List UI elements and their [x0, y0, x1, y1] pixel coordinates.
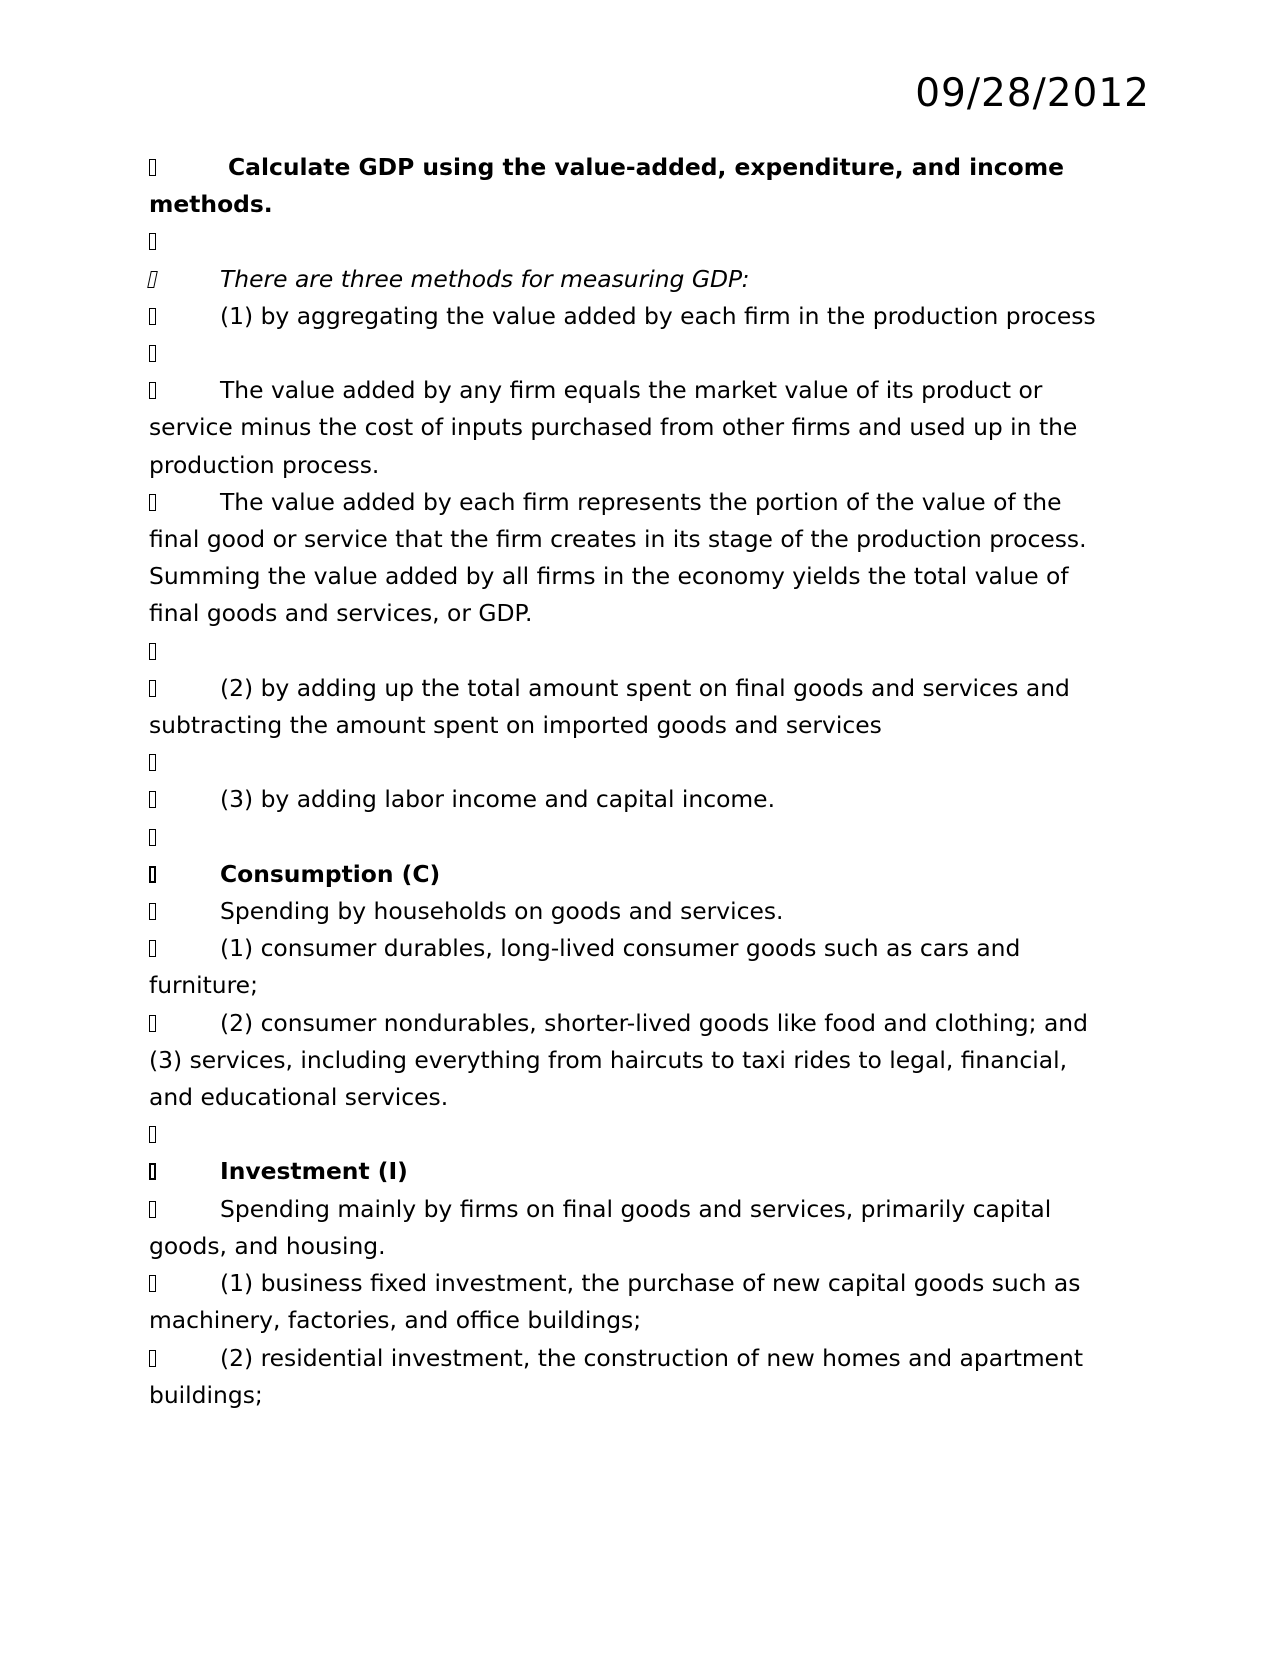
bullet-box-icon: [149, 345, 156, 362]
empty-bullet-line: [149, 223, 1109, 260]
list-item: [149, 1005, 1109, 1117]
empty-bullet-line: [149, 819, 1109, 856]
bullet-box-icon: [149, 643, 156, 660]
empty-bullet-line: [149, 633, 1109, 670]
list-item: [149, 298, 1109, 335]
list-item-text: (2) residential investment, the construction of new homes and apartment buildings;: [149, 1343, 1084, 1409]
list-item-text: Spending mainly by firms on final goods and services, primarily capital goods, and housing.: [149, 1194, 1052, 1260]
bullet-box-icon: [149, 308, 156, 325]
list-item-text: (1) consumer durables, long-lived consumer goods such as cars and furniture;: [149, 934, 1021, 1000]
bullet-box-icon: [149, 159, 156, 176]
list-item: [149, 893, 1109, 930]
list-item: [149, 1191, 1109, 1265]
bullet-box-icon: [149, 866, 156, 883]
list-item: [149, 484, 1109, 633]
bullet-box-icon: [149, 1350, 156, 1367]
empty-bullet-line: [149, 335, 1109, 372]
bullet-box-icon: [147, 271, 158, 288]
bullet-box-icon: [149, 754, 156, 771]
list-item-text: (1) business fixed investment, the purchase of new capital goods such as machinery, factories, and office buildings;: [149, 1269, 1081, 1335]
list-item: [149, 781, 1109, 818]
bullet-box-icon: [149, 903, 156, 920]
empty-bullet-line: [149, 1116, 1109, 1153]
list-item: [149, 261, 1109, 298]
heading-text: Calculate GDP using the value-added, expenditure, and income methods.: [149, 153, 1064, 219]
bullet-box-icon: [149, 233, 156, 250]
subsection-heading: [149, 1153, 1109, 1190]
bullet-box-icon: [149, 1163, 156, 1180]
bullet-box-icon: [149, 680, 156, 697]
bullet-box-icon: [149, 829, 156, 846]
list-item-text: There are three methods for measuring GDP:: [220, 264, 750, 293]
subsection-heading-text: Consumption (C): [220, 859, 441, 888]
section-heading: [149, 149, 1109, 223]
list-item-text: The value added by any firm equals the market value of its product or service minus the cost of inputs purchased from other firms and used up in the production process.: [149, 376, 1078, 479]
bullet-box-icon: [149, 382, 156, 399]
bullet-box-icon: [149, 494, 156, 511]
bullet-box-icon: [149, 940, 156, 957]
bullet-box-icon: [149, 1015, 156, 1032]
list-item: [149, 1265, 1109, 1339]
list-item: [149, 1340, 1109, 1414]
bullet-box-icon: [149, 1126, 156, 1143]
list-item-text: (2) consumer nondurables, shorter-lived goods like food and clothing; and (3) services, including everything from haircuts to taxi rides to legal, financial, and educational services.: [149, 1008, 1088, 1112]
list-item-text: (2) by adding up the total amount spent on final goods and services and subtracting the amount spent on imported goods and services: [149, 673, 1070, 740]
subsection-heading: [149, 856, 1109, 893]
bullet-box-icon: [149, 1201, 156, 1218]
list-item: [149, 372, 1109, 484]
bullet-box-icon: [149, 1275, 156, 1292]
list-item-text: (1) by aggregating the value added by each firm in the production process: [220, 301, 1096, 330]
list-item: [149, 670, 1109, 744]
empty-bullet-line: [149, 744, 1109, 781]
bullet-box-icon: [149, 791, 156, 808]
list-item-text: Spending by households on goods and services.: [220, 897, 784, 926]
document-date: 09/28/2012: [915, 71, 1150, 116]
list-item: [149, 930, 1109, 1004]
document-body: [149, 149, 1109, 1414]
subsection-heading-text: Investment (I): [220, 1157, 408, 1186]
list-item-text: (3) by adding labor income and capital income.: [220, 785, 776, 814]
list-item-text: The value added by each firm represents the portion of the value of the final good or service that the firm creates in its stage of the production process. Summing the value added by all firms in the economy yields the total value of final goods and services, or GDP.: [149, 487, 1087, 628]
